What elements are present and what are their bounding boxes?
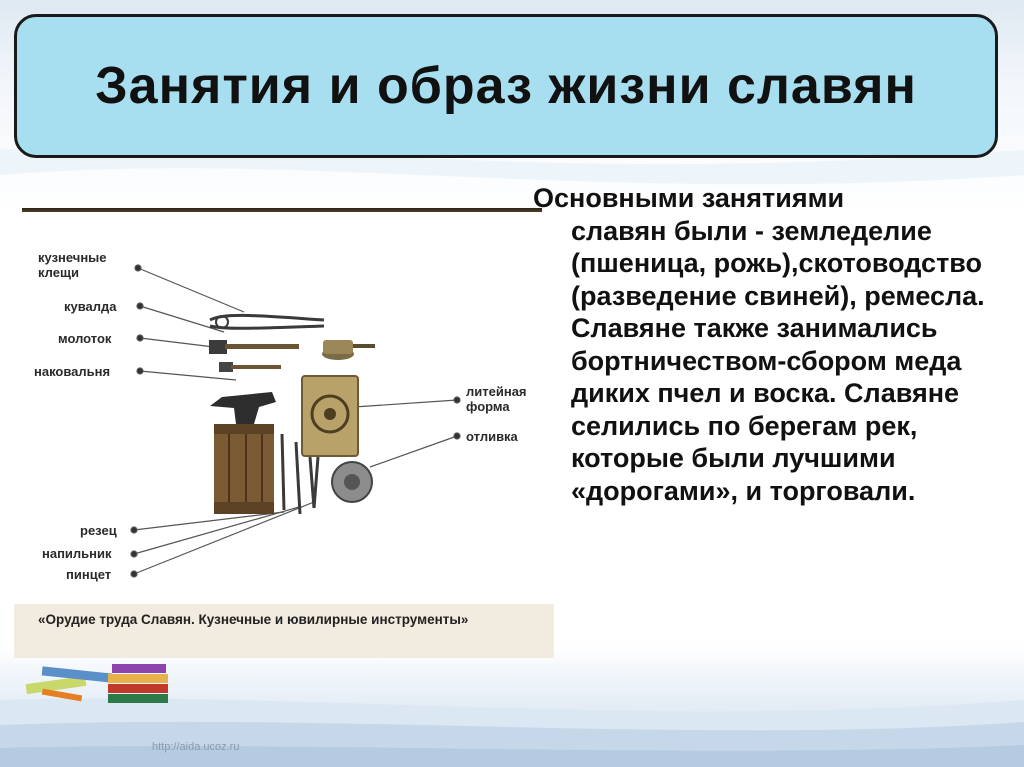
label-file: напильник bbox=[42, 546, 112, 561]
casting-icon bbox=[332, 462, 372, 502]
title-box bbox=[14, 14, 998, 158]
label-hammer: молоток bbox=[58, 331, 112, 346]
body-paragraph: славян были - земледелие (пшеница, рожь),скотоводство (разведение свиней), ремесла. Славяне также занимались бортничеством-сбором меда диких пчел и воска. Славяне селились по берегам рек, которые были лучшими «дорогами», и торговали. bbox=[571, 215, 985, 506]
tools-illustration bbox=[14, 212, 554, 658]
slide-body-text bbox=[533, 182, 1003, 507]
slide-title: Занятия и образ жизни славян bbox=[95, 57, 917, 115]
label-tongs: кузнечные клещи bbox=[38, 250, 107, 280]
label-chisel: резец bbox=[80, 523, 117, 538]
tongs-icon bbox=[210, 315, 324, 328]
label-casting: отливка bbox=[466, 429, 518, 444]
label-sledgehammer: кувалда bbox=[64, 299, 117, 314]
footer-url: http://aida.ucoz.ru bbox=[152, 741, 240, 753]
anvil-icon bbox=[210, 392, 276, 514]
figure-caption: «Орудие труда Славян. Кузнечные и ювилирные инструменты» bbox=[38, 612, 469, 627]
label-mold: литейная форма bbox=[466, 384, 527, 414]
label-anvil: наковальня bbox=[34, 364, 111, 379]
body-first-line: Основными занятиями bbox=[533, 183, 845, 213]
hammer-icon bbox=[209, 340, 299, 372]
casting-mold-icon bbox=[302, 376, 358, 456]
books-icon bbox=[22, 640, 172, 710]
ladle-icon bbox=[322, 340, 375, 360]
label-tweezers: пинцет bbox=[66, 567, 112, 582]
